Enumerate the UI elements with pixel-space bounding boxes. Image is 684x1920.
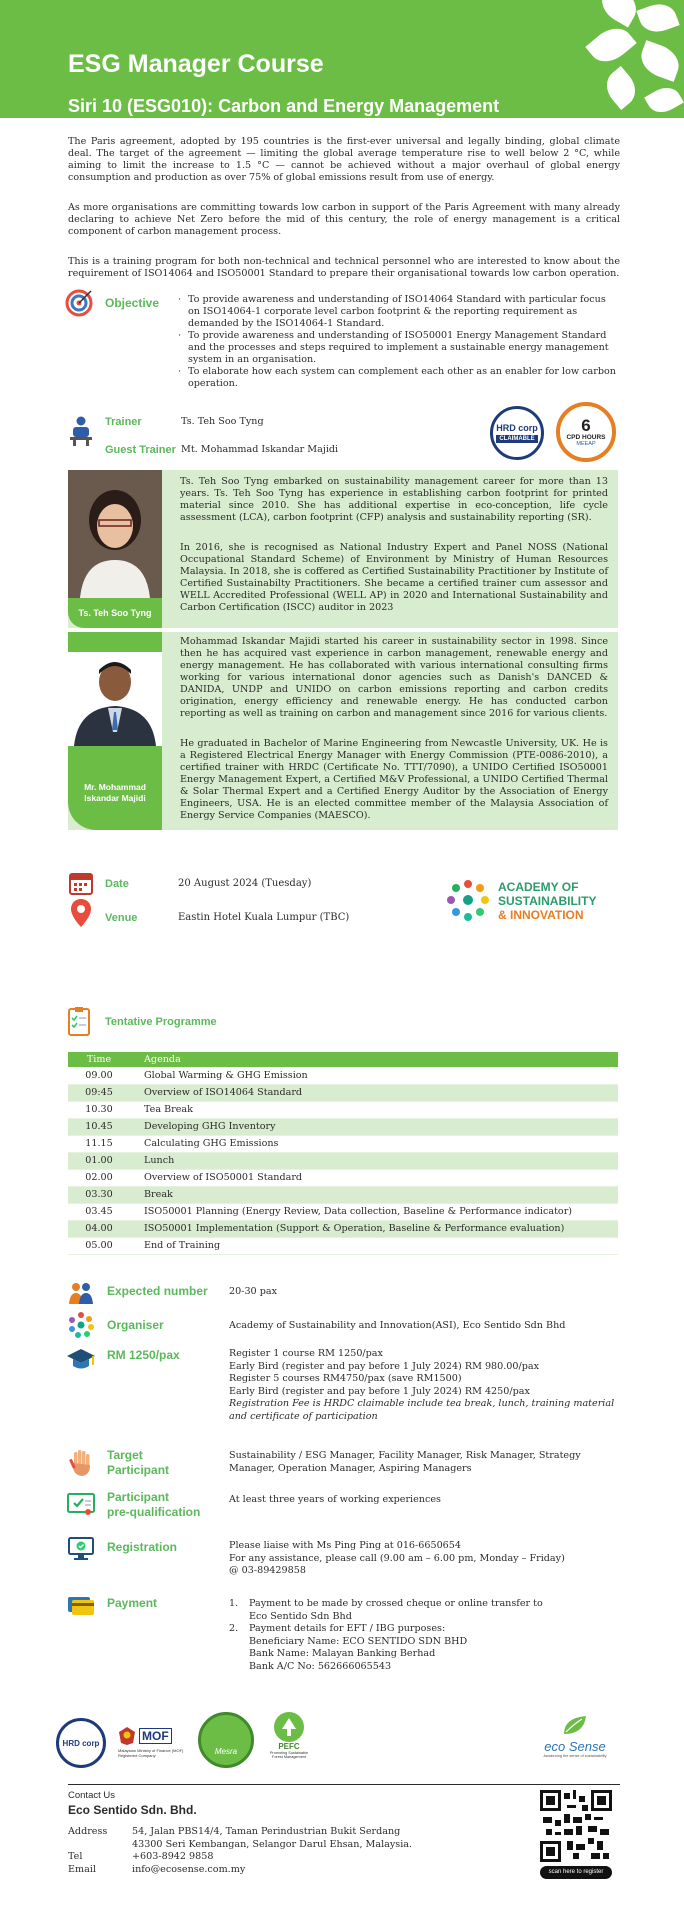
time-cell: 01.00 bbox=[68, 1152, 130, 1169]
target-icon bbox=[64, 288, 94, 318]
logo-text: eco Sense bbox=[544, 1739, 606, 1754]
intro-paragraph: As more organisations are committing towards low carbon in support of the Paris Agreement with many already declaring to achieve Net Zero before the mid of this century, the role of energy management is a critical component of carbon management process. bbox=[68, 202, 620, 237]
academy-line: SUSTAINABILITY bbox=[498, 894, 597, 908]
page-subtitle: Siri 10 (ESG010): Carbon and Energy Management bbox=[68, 96, 500, 116]
header-banner bbox=[0, 0, 684, 118]
crest-icon bbox=[118, 1726, 136, 1746]
bio-panel-teh bbox=[68, 470, 618, 628]
fee-note: Registration Fee is HRDC claimable include tea break, lunch, training material and certificate of participation bbox=[229, 1398, 615, 1422]
logo-text: HRD corp bbox=[62, 1738, 100, 1748]
badge-text: 6 bbox=[581, 416, 591, 435]
logo-text: MOF bbox=[139, 1728, 172, 1744]
leaf-decoration bbox=[636, 40, 684, 82]
prequalification-value: At least three years of working experiences bbox=[229, 1494, 441, 1505]
academy-logo-icon bbox=[444, 876, 492, 924]
column-header-agenda: Agenda bbox=[130, 1052, 618, 1067]
trainer-icon bbox=[66, 416, 96, 446]
email-label: Email bbox=[68, 1863, 96, 1875]
target-participant-value: Sustainability / ESG Manager, Facility Manager, Risk Manager, Strategy Manager, Operation Manager, Aspiring Managers bbox=[229, 1450, 581, 1474]
table-row bbox=[68, 1067, 618, 1084]
table-row bbox=[68, 1135, 618, 1152]
table-row bbox=[68, 1203, 618, 1220]
certificate-icon bbox=[66, 1490, 96, 1520]
divider bbox=[68, 1784, 620, 1785]
logo-text: PEFC bbox=[278, 1742, 300, 1751]
programme-label: Tentative Programme bbox=[105, 1016, 217, 1028]
guest-trainer-label: Guest Trainer bbox=[105, 444, 176, 456]
mesra-logo bbox=[198, 1712, 254, 1768]
payment-line: Eco Sentido Sdn Bhd bbox=[249, 1610, 352, 1622]
badge-text: CPD HOURS bbox=[566, 434, 606, 441]
date-label: Date bbox=[105, 878, 129, 890]
payment-details bbox=[229, 1598, 619, 1673]
academy-name bbox=[498, 880, 596, 922]
leaf-decoration bbox=[585, 20, 636, 70]
list-number: 2. bbox=[229, 1623, 239, 1634]
time-cell: 11.15 bbox=[68, 1135, 130, 1152]
agenda-cell: End of Training bbox=[130, 1237, 618, 1254]
organiser-icon bbox=[66, 1310, 96, 1340]
prequalification-label bbox=[107, 1490, 200, 1520]
bio-paragraph: He graduated in Bachelor of Marine Engineering from Newcastle University, UK. He is a Registered Electrical Energy Manager with Energy Commission (PTE-0086-2010), a certified trainer with HRDC (Certificate No. TTT/7090), a UNIDO Certified ISO50001 Energy Management Expert, a Certified M&V Professional, a UNIDO Certified Thermal & Solar Thermal Expert and a Certified Energy Auditor by the Association of Energy Engineers, USA. He is an elected committee member of the Malaysia Association of Energy Service Companies (MAESCO). bbox=[180, 738, 608, 821]
bio-paragraph: Mohammad Iskandar Majidi started his career in sustainability sector in 1998. Since then he has acquired vast experience in carbon management, renewable energy and energy management. He has collaborated with various international consulting firms working for various international donor agencies such as Danish's DANCED & DANIDA, UNDP and UNIDO on carbon emissions reporting and carbon credits origination, energy efficiency and renewable energy. He has conducted carbon reporting as well as training on carbon and management since 2016 for various clients. bbox=[180, 636, 608, 719]
qr-code[interactable] bbox=[540, 1790, 612, 1862]
logo-text: Mesra bbox=[214, 1746, 238, 1756]
list-item: · To elaborate how each system can complement each other as an enabler for low carbon operation. bbox=[178, 366, 618, 390]
table-row bbox=[68, 1169, 618, 1186]
organiser-label: Organiser bbox=[107, 1318, 164, 1332]
time-cell: 03.45 bbox=[68, 1203, 130, 1220]
registration-line: @ 03-89429858 bbox=[229, 1565, 306, 1576]
company-name: Eco Sentido Sdn. Bhd. bbox=[68, 1803, 197, 1817]
fee-line: Early Bird (register and pay before 1 July 2024) RM 980.00/pax bbox=[229, 1360, 540, 1372]
expected-number-label: Expected number bbox=[107, 1284, 208, 1298]
label-line: Participant bbox=[107, 1463, 170, 1477]
agenda-cell: Lunch bbox=[130, 1152, 618, 1169]
programme-table-body bbox=[68, 1067, 618, 1254]
time-cell: 10.45 bbox=[68, 1118, 130, 1135]
time-cell: 04.00 bbox=[68, 1220, 130, 1237]
table-row bbox=[68, 1186, 618, 1203]
leaf-decoration bbox=[636, 0, 679, 37]
checklist-icon bbox=[64, 1006, 94, 1036]
address-line: 43300 Seri Kembangan, Selangor Darul Ehsan, Malaysia. bbox=[132, 1838, 413, 1850]
mof-logo bbox=[118, 1726, 184, 1766]
scan-to-register-button[interactable]: scan here to register bbox=[540, 1866, 612, 1879]
leaf-decoration bbox=[599, 66, 642, 110]
target-participant-label bbox=[107, 1448, 169, 1478]
fee-label: RM 1250/pax bbox=[107, 1348, 180, 1362]
trainer-photo-panel bbox=[68, 470, 162, 628]
registration-line: For any assistance, please call (9.00 am – 6.00 pm, Monday – Friday) bbox=[229, 1552, 565, 1564]
registration-line: Please liaise with Ms Ping Ping at 016-6650654 bbox=[229, 1540, 461, 1551]
payment-item bbox=[229, 1598, 619, 1623]
contact-label: Contact Us bbox=[68, 1790, 115, 1801]
agenda-cell: Developing GHG Inventory bbox=[130, 1118, 618, 1135]
leaf-decoration bbox=[595, 0, 643, 27]
photo-caption: Mr. Mohammad Iskandar Majidi bbox=[84, 782, 146, 803]
label-line: Participant bbox=[107, 1490, 170, 1504]
table-row bbox=[68, 1084, 618, 1101]
bio-panel-iskandar bbox=[68, 632, 618, 830]
objective-label: Objective bbox=[105, 296, 160, 310]
monitor-check-icon bbox=[66, 1534, 96, 1564]
payment-label: Payment bbox=[107, 1596, 158, 1610]
bio-paragraph: Ts. Teh Soo Tyng embarked on sustainability management career for more than 13 years. Ts. Teh Soo Tyng has experience in establishing carbon footprint for printed material since 2010. She has additional expertise in eco-conception, life cycle assessment (LCA), carbon footprint (CFP) analysis and sustainability reporting (SR). bbox=[180, 476, 608, 523]
time-cell: 09:45 bbox=[68, 1084, 130, 1101]
guest-trainer-name: Mt. Mohammad Iskandar Majidi bbox=[181, 444, 339, 455]
intro-paragraph: The Paris agreement, adopted by 195 countries is the first-ever universal and legally binding, global climate deal. The target of the agreement — limiting the global average temperature rise to well below 2 °C, while aiming to limit the increase to 1.5 °C — cannot be achieved without a major overhaul of global energy consumption and production as over 75% of global emissions result from use of energy. bbox=[68, 136, 620, 183]
trainer-name: Ts. Teh Soo Tyng bbox=[181, 416, 264, 427]
table-row bbox=[68, 1152, 618, 1169]
tree-icon bbox=[274, 1712, 304, 1742]
time-cell: 03.30 bbox=[68, 1186, 130, 1203]
credit-card-icon bbox=[66, 1590, 96, 1620]
academy-line: & INNOVATION bbox=[498, 908, 584, 922]
programme-table bbox=[68, 1052, 618, 1255]
expected-number-value: 20-30 pax bbox=[229, 1286, 277, 1297]
address-label: Address bbox=[68, 1826, 108, 1837]
logo-text: Awakening the sense of sustainability bbox=[543, 1754, 607, 1758]
people-icon bbox=[66, 1278, 96, 1308]
location-pin-icon bbox=[66, 898, 96, 928]
graduation-cap-icon bbox=[66, 1344, 96, 1374]
organiser-value: Academy of Sustainability and Innovation(ASI), Eco Sentido Sdn Bhd bbox=[229, 1320, 566, 1331]
label-line: pre-qualification bbox=[107, 1505, 201, 1519]
hrd-corp-logo bbox=[56, 1718, 106, 1768]
table-row bbox=[68, 1237, 618, 1254]
list-number: 1. bbox=[229, 1598, 239, 1609]
venue-label: Venue bbox=[105, 912, 138, 924]
time-cell: 09.00 bbox=[68, 1067, 130, 1084]
fee-line: Register 1 course RM 1250/pax bbox=[229, 1348, 383, 1359]
table-row bbox=[68, 1220, 618, 1237]
label-line: Target bbox=[107, 1448, 143, 1462]
payment-line: Bank A/C No: 562666065543 bbox=[249, 1660, 392, 1672]
registration-details bbox=[229, 1540, 619, 1578]
agenda-cell: ISO50001 Implementation (Support & Operation, Baseline & Performance evaluation) bbox=[130, 1220, 618, 1237]
raised-hand-icon bbox=[66, 1448, 96, 1478]
agenda-cell: ISO50001 Planning (Energy Review, Data collection, Baseline & Performance indicator) bbox=[130, 1203, 618, 1220]
pefc-logo bbox=[264, 1712, 314, 1772]
column-header-time: Time bbox=[68, 1052, 130, 1067]
calendar-icon bbox=[66, 868, 96, 898]
tel-value: +603-8942 9858 bbox=[132, 1851, 214, 1862]
agenda-cell: Tea Break bbox=[130, 1101, 618, 1118]
payment-item bbox=[229, 1623, 619, 1673]
list-item: · To provide awareness and understanding of ISO50001 Energy Management Standard and the processes and steps required to implement a sustainable energy management system in an organisation. bbox=[178, 330, 618, 366]
objective-list bbox=[178, 294, 618, 390]
agenda-cell: Calculating GHG Emissions bbox=[130, 1135, 618, 1152]
time-cell: 02.00 bbox=[68, 1169, 130, 1186]
address-line: 54, Jalan PBS14/4, Taman Perindustrian Bukit Serdang bbox=[132, 1826, 401, 1837]
time-cell: 05.00 bbox=[68, 1237, 130, 1254]
cpd-hours-badge bbox=[556, 402, 616, 462]
table-row bbox=[68, 1101, 618, 1118]
agenda-cell: Global Warming & GHG Emission bbox=[130, 1067, 618, 1084]
photo-caption: Ts. Teh Soo Tyng bbox=[78, 608, 152, 618]
table-row bbox=[68, 1118, 618, 1135]
table-header-row bbox=[68, 1052, 618, 1067]
eco-sense-logo bbox=[530, 1714, 620, 1764]
email-link[interactable]: info@ecosense.com.my bbox=[132, 1863, 246, 1875]
page-title: ESG Manager Course bbox=[68, 50, 324, 78]
contact-details bbox=[68, 1826, 413, 1876]
badge-text: CLAIMABLE bbox=[496, 435, 537, 443]
registration-label: Registration bbox=[107, 1540, 178, 1554]
intro-paragraph: This is a training program for both non-technical and technical personnel who are interested to know about the requirement of ISO14064 and ISO50001 Standard to prepare their organisational towards low carbon operation. bbox=[68, 256, 620, 279]
logo-text: Malaysian Ministry of Finance (MOF) Registered Company bbox=[118, 1748, 184, 1758]
trainer-photo-panel bbox=[68, 632, 162, 830]
leaf-decoration bbox=[644, 82, 684, 118]
payment-line: Payment details for EFT / IBG purposes: bbox=[249, 1623, 446, 1634]
avatar bbox=[68, 652, 162, 746]
payment-line: Payment to be made by crossed cheque or online transfer to bbox=[249, 1598, 543, 1609]
agenda-cell: Overview of ISO14064 Standard bbox=[130, 1084, 618, 1101]
fee-details bbox=[229, 1348, 619, 1423]
trainer-label: Trainer bbox=[105, 416, 142, 428]
date-value: 20 August 2024 (Tuesday) bbox=[178, 878, 312, 889]
academy-line: ACADEMY OF bbox=[498, 880, 579, 894]
agenda-cell: Overview of ISO50001 Standard bbox=[130, 1169, 618, 1186]
agenda-cell: Break bbox=[130, 1186, 618, 1203]
time-cell: 10.30 bbox=[68, 1101, 130, 1118]
leaf-icon bbox=[560, 1714, 590, 1736]
tel-label: Tel bbox=[68, 1851, 83, 1862]
payment-line: Bank Name: Malayan Banking Berhad bbox=[249, 1648, 436, 1659]
list-item: · To provide awareness and understanding of ISO14064 Standard with particular focus on ISO14064-1 corporate level carbon footprint & the reporting requirement as demanded by the ISO14064-1 Standard. bbox=[178, 294, 618, 330]
badge-text: HRD corp bbox=[496, 423, 538, 433]
fee-line: Early Bird (register and pay before 1 July 2024) RM 4250/pax bbox=[229, 1385, 530, 1397]
fee-line: Register 5 courses RM4750/pax (save RM1500) bbox=[229, 1373, 462, 1384]
hrd-claimable-badge bbox=[490, 406, 544, 460]
avatar bbox=[68, 470, 162, 598]
logo-text: Promoting Sustainable Forest Management bbox=[269, 1751, 309, 1759]
badge-text: MEEAP bbox=[576, 441, 596, 447]
payment-line: Beneficiary Name: ECO SENTIDO SDN BHD bbox=[249, 1635, 468, 1647]
venue-value: Eastin Hotel Kuala Lumpur (TBC) bbox=[178, 912, 350, 923]
bio-paragraph: In 2016, she is recognised as National Industry Expert and Panel NOSS (National Occupational Standard Scheme) of Environment by Ministry of Human Resources Malaysia. In 2018, she is coffered as Certified Sustainability Practitioner by Institute of Certified Sustainabilty Practitioners. She became a certified trainer cum assessor and WELL Accredited Professional (WELL AP) in 2020 and International Sustainability and Carbon Certification (ISCC) auditor in 2023 bbox=[180, 542, 608, 613]
